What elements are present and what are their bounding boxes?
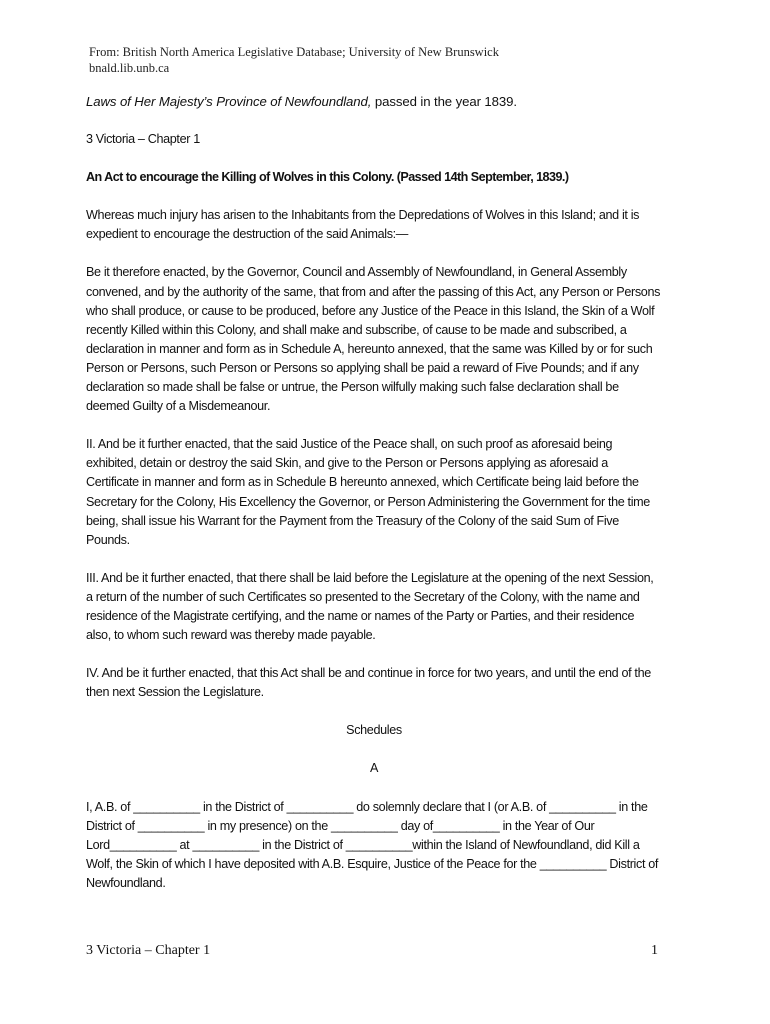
- schedule-a-declaration: I, A.B. of __________ in the District of __________ do solemnly declare that I (or A.B. of __________ in the District of __________ in my presence) on the __________ day of__________ in the Year of Our Lord__________ at __________ in the District of __________within the Island of Newfoundland, did Kill a Wolf, the Skin of which I have deposited with A.B. Esquire, Justice of the Peace for the __________ District of Newfoundland.: [86, 799, 659, 890]
- document-body: [86, 92, 662, 912]
- source-line: From: British North America Legislative Database; University of New Brunswick: [89, 45, 499, 59]
- act-title: An Act to encourage the Killing of Wolves in this Colony. (Passed 14th September, 1839.): [86, 170, 569, 185]
- schedules-heading: Schedules: [346, 723, 402, 738]
- preamble: Whereas much injury has arisen to the Inhabitants from the Depredations of Wolves in this Island; and it is expedient to encourage the destruction of the said Animals:—: [86, 208, 640, 242]
- laws-title-italic: Laws of Her Majesty’s Province of Newfoundland,: [86, 94, 372, 109]
- schedule-a-label: A: [369, 761, 379, 776]
- section-2: II. And be it further enacted, that the said Justice of the Peace shall, on such proof as aforesaid being exhibited, detain or destroy the said Skin, and give to the Person or Persons applying as aforesaid a Certificate in manner and form as in Schedule B hereunto annexed, which Certificate being laid before the Secretary for the Colony, His Excellency the Governor, or Person Administering the Government for the time being, shall issue his Warrant for the Payment from the Treasury of the Colony of the said Sum of Five Pounds.: [86, 437, 650, 547]
- footer-running-title: 3 Victoria – Chapter 1: [86, 943, 211, 958]
- laws-title-rest: passed in the year 1839.: [371, 94, 517, 109]
- section-4: IV. And be it further enacted, that this Act shall be and continue in force for two years, and until the end of the then next Session the Legislature.: [86, 666, 651, 700]
- source-url: bnald.lib.unb.ca: [89, 61, 170, 75]
- chapter-label: 3 Victoria – Chapter 1: [86, 132, 200, 147]
- source-citation: [89, 44, 709, 76]
- laws-title: [86, 92, 662, 111]
- section-3: III. And be it further enacted, that there shall be laid before the Legislature at the opening of the next Session, a return of the number of such Certificates so presented to the Secretary of the Colony, with the name and residence of the Magistrate certifying, and the name or names of the Party or Parties, and their residence also, to whom such reward was thereby made payable.: [86, 570, 654, 643]
- page-number: 1: [651, 943, 658, 958]
- section-1: Be it therefore enacted, by the Governor, Council and Assembly of Newfoundland, in General Assembly convened, and by the authority of the same, that from and after the passing of this Act, any Person or Persons who shall produce, or cause to be produced, before any Justice of the Peace in this Island, the Skin of a Wolf recently Killed within this Colony, and shall make and subscribe, of cause to be made and subscribed, a declaration in manner and form as in Schedule A, hereunto annexed, that the same was Killed by or for such Person or Persons, such Person or Persons so applying shall be paid a reward of Five Pounds; and if any declaration so made shall be false or untrue, the Person wilfully making such false declaration shall be deemed Guilty of a Misdemeanour.: [86, 265, 661, 414]
- page-footer: [86, 943, 658, 959]
